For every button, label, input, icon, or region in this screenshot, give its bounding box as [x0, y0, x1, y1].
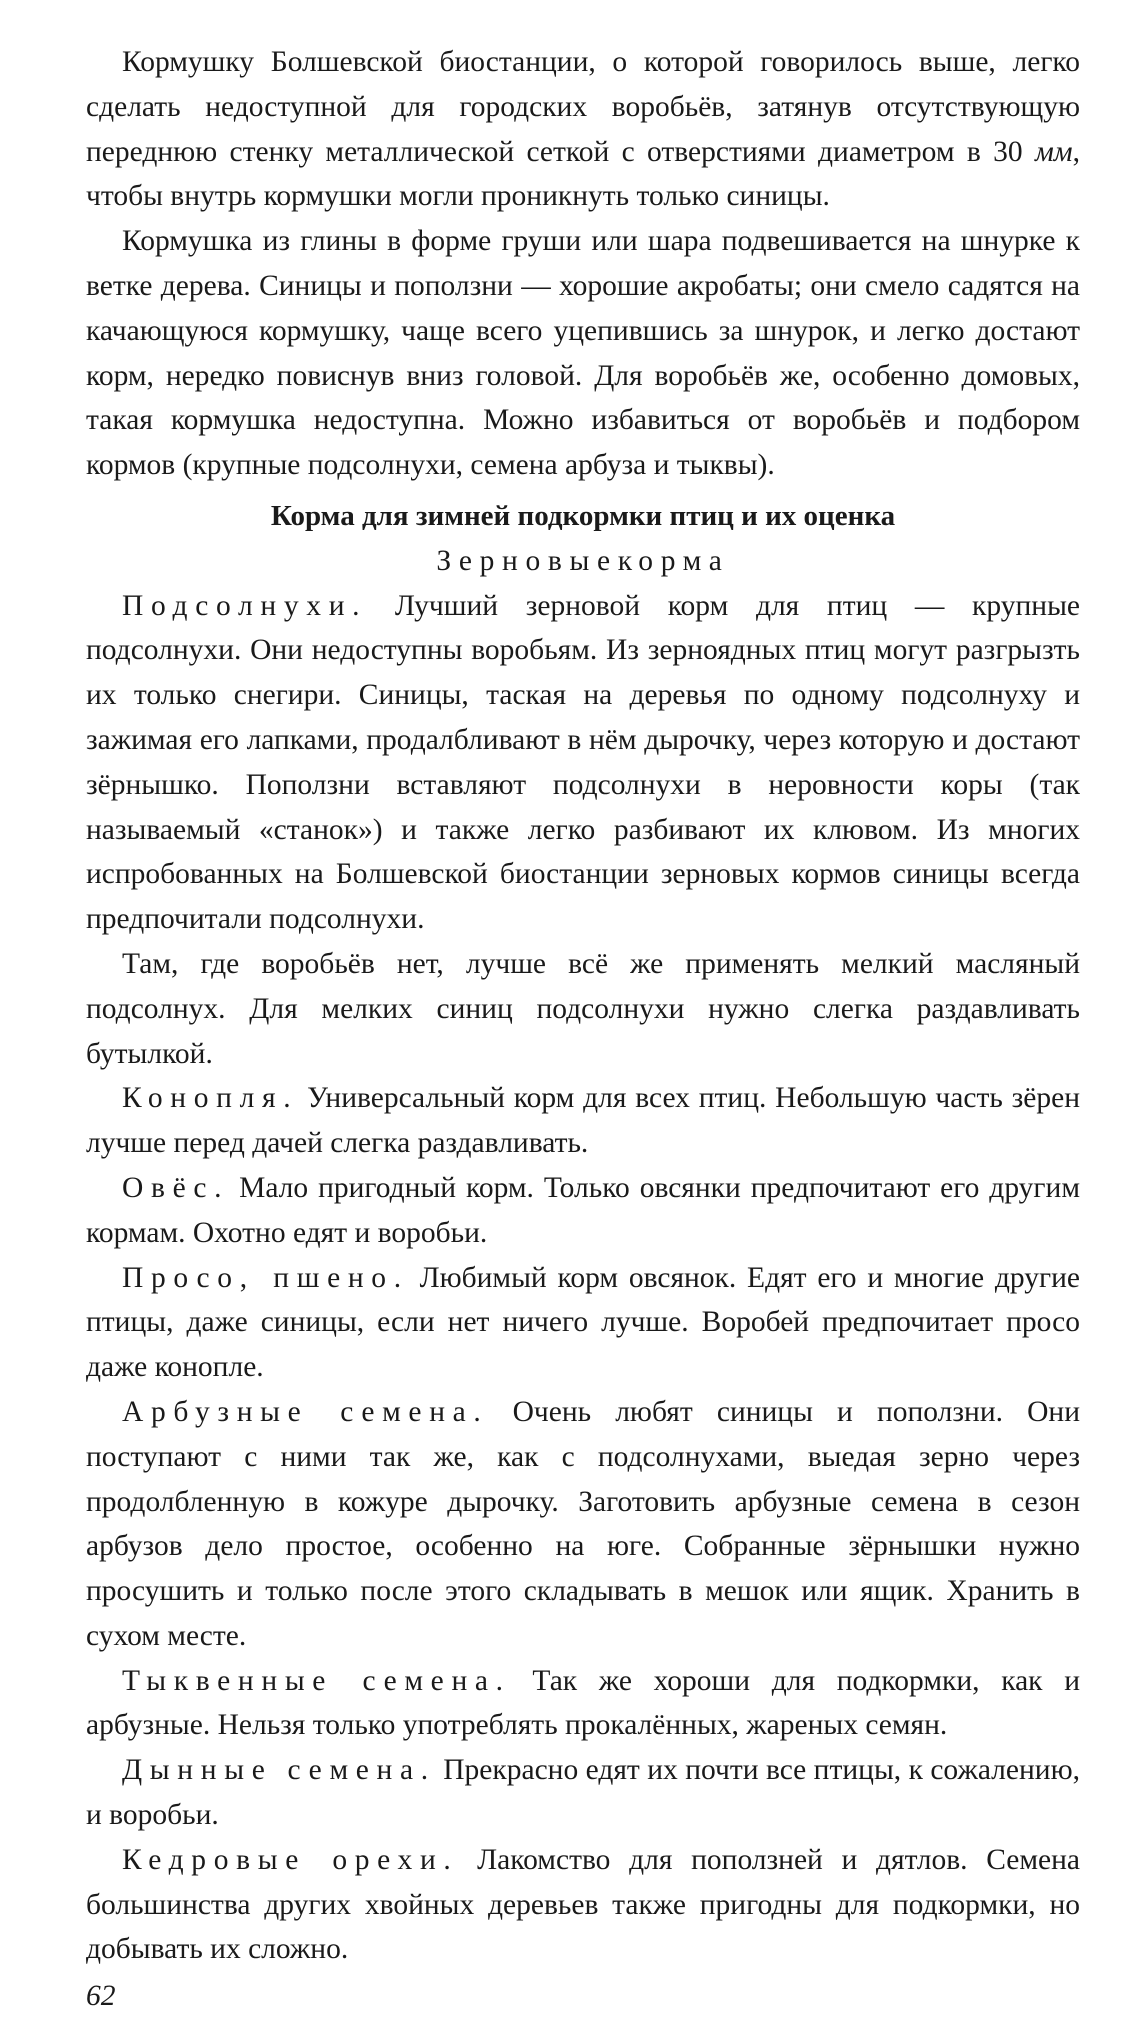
entry-paragraph — [86, 1838, 1080, 1972]
entry-text: Лакомство для поползней и дятлов. Семена большинства других хвойных деревьев также пригодны для подкормки, но добывать их сложно. — [86, 1843, 1080, 1966]
entry-paragraph — [86, 1166, 1080, 1256]
entry-term: Подсолнухи. — [122, 589, 368, 622]
entry-term: Конопля. — [122, 1082, 299, 1115]
entry-paragraph — [86, 1748, 1080, 1838]
page-number: 62 — [86, 1980, 116, 2013]
paragraph-text: Кормушку Болшевской биостанции, о которой говорилось выше, легко сделать недоступной для городских воробьёв, затянув отсутствующую переднюю стенку металлической сеткой с отверстиями диаметром в 30 — [86, 46, 1080, 168]
entry-term: Кедровые орехи. — [122, 1843, 459, 1876]
entry-term: Тыквенные семена. — [122, 1664, 511, 1697]
entry-text: Так же хороши для подкормки, как и арбузные. Нельзя только употреблять прокалённых, жареных семян. — [86, 1664, 1081, 1742]
entry-text: Там, где воробьёв нет, лучше всё же применять мелкий масляный подсолнух. Для мелких синиц подсолнухи нужно слегка раздавливать бутылкой. — [86, 947, 1080, 1070]
section-subheading: Зерновыекорма — [436, 544, 730, 577]
entry-text: Любимый корм овсянок. Едят его и многие другие птицы, даже синицы, если нет ничего лучше. Воробей предпочитает просо даже конопле. — [86, 1261, 1080, 1384]
entry-term: Арбузные семена. — [122, 1395, 489, 1428]
entry-paragraph — [86, 1076, 1080, 1166]
entry-paragraph — [86, 942, 1080, 1076]
entry-text: Очень любят синицы и поползни. Они поступают с ними так же, как с подсолнухами, выедая зерно через продолбленную в кожуре дырочку. Заготовить арбузные семена в сезон арбузов дело простое, особенно на юге. Собранные зёрнышки нужно просушить и только после этого складывать в мешок или ящик. Хранить в сухом месте. — [86, 1395, 1080, 1652]
entry-term: Овёс. — [122, 1171, 230, 1204]
entry-text: Мало пригодный корм. Только овсянки предпочитают его другим кормам. Охотно едят и воробьи. — [86, 1171, 1080, 1249]
entry-paragraph — [86, 584, 1080, 942]
entry-text: Прекрасно едят их почти все птицы, к сожалению, и воробьи. — [86, 1754, 1080, 1832]
entry-text: Универсальный корм для всех птиц. Небольшую часть зёрен лучше перед дачей слегка раздавливать. — [86, 1082, 1080, 1160]
paragraph-text: , чтобы внутрь кормушки могли проникнуть только синицы. — [86, 135, 1080, 213]
paragraph — [86, 40, 1080, 219]
entry-paragraph — [86, 1390, 1080, 1659]
entry-term: Дынные семена. — [122, 1754, 436, 1787]
entry-paragraph — [86, 1256, 1080, 1390]
entry-paragraph — [86, 1659, 1080, 1749]
paragraph: Кормушка из глины в форме груши или шара подвешивается на шнурке к ветке дерева. Синицы и поползни — хорошие акробаты; они смело садятся на качающуюся кормушку, чаще всего уцепившись за шнурок, и легко достают корм, нередко повиснув вниз головой. Для воробьёв же, особенно домовых, такая кормушка недоступна. Можно избавиться от воробьёв и подбором кормов (крупные подсолнухи, семена арбуза и тыквы). — [86, 225, 1080, 482]
entry-term: Просо, пшено. — [122, 1261, 409, 1294]
entry-text: Лучший зерновой корм для птиц — крупные подсолнухи. Они недоступны воробьям. Из зерноядных птиц могут разгрызть их только снегири. Синицы, таская на деревья по одному подсолнуху и зажимая его лапками, продалбливают в нём дырочку, через которую и достают зёрнышко. Поползни вставляют подсолнухи в неровности коры (так называемый «станок») и также легко разбивают их клювом. Из многих испробованных на Болшевской биостанции зерновых кормов синицы всегда предпочитали подсолнухи. — [86, 589, 1080, 936]
section-heading: Корма для зимней подкормки птиц и их оценка — [270, 499, 896, 532]
unit-text: мм — [1034, 135, 1073, 168]
